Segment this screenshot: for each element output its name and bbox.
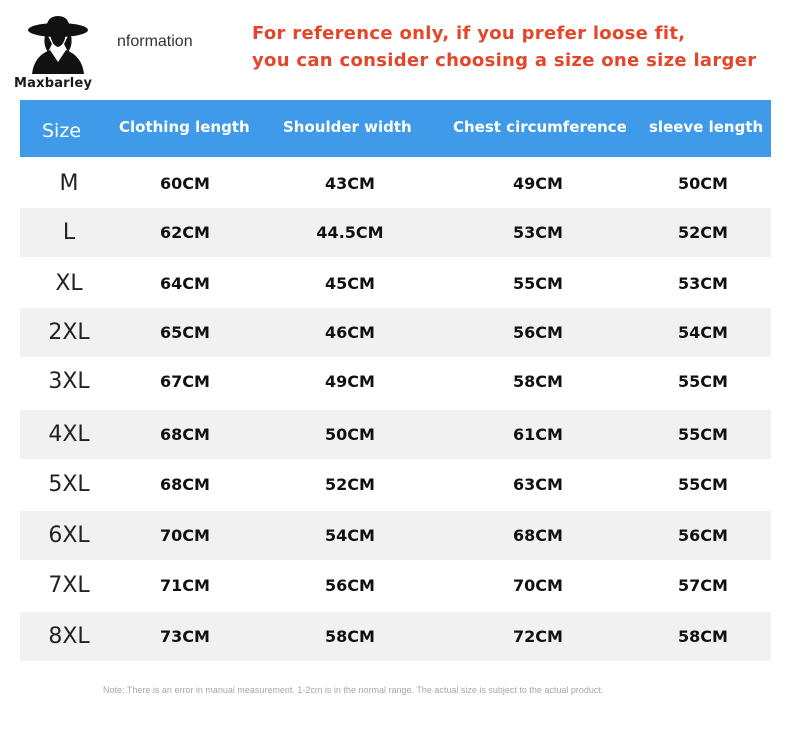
sleeve-length-cell: 55CM (678, 372, 728, 391)
sleeve-length-cell: 57CM (678, 576, 728, 595)
fit-notice (252, 20, 756, 74)
info-label: nformation (117, 33, 193, 50)
table-row (20, 410, 771, 459)
size-cell: L (62, 220, 76, 245)
chest-circumference-cell: 68CM (513, 526, 563, 545)
clothing-length-cell: 70CM (160, 526, 210, 545)
size-cell: 6XL (48, 523, 90, 548)
brand-name: Maxbarley (14, 76, 93, 91)
shoulder-width-cell: 43CM (325, 174, 375, 193)
clothing-length-cell: 73CM (160, 627, 210, 646)
table-row (20, 561, 771, 610)
measurement-note: Note: There is an error in manual measurement. 1-2cm is in the normal range. The actual size is subject to the actual product. (103, 685, 604, 695)
clothing-length-cell: 60CM (160, 174, 210, 193)
shoulder-width-cell: 58CM (325, 627, 375, 646)
size-cell: 4XL (48, 422, 90, 447)
chest-circumference-cell: 53CM (513, 223, 563, 242)
table-row (20, 159, 771, 208)
clothing-length-cell: 65CM (160, 323, 210, 342)
shoulder-width-cell: 45CM (325, 274, 375, 293)
chest-circumference-cell: 56CM (513, 323, 563, 342)
header-shoulder-width: Shoulder width (283, 118, 412, 136)
shoulder-width-cell: 54CM (325, 526, 375, 545)
header-clothing-length: Clothing length (119, 118, 250, 136)
chest-circumference-cell: 55CM (513, 274, 563, 293)
size-cell: 5XL (48, 472, 90, 497)
clothing-length-cell: 64CM (160, 274, 210, 293)
table-row (20, 208, 771, 257)
size-cell: 2XL (48, 320, 90, 345)
size-cell: 7XL (48, 573, 90, 598)
clothing-length-cell: 68CM (160, 425, 210, 444)
sleeve-length-cell: 56CM (678, 526, 728, 545)
chest-circumference-cell: 72CM (513, 627, 563, 646)
clothing-length-cell: 68CM (160, 475, 210, 494)
sleeve-length-cell: 58CM (678, 627, 728, 646)
chest-circumference-cell: 61CM (513, 425, 563, 444)
fit-notice-line1: For reference only, if you prefer loose fit, (252, 23, 686, 44)
shoulder-width-cell: 50CM (325, 425, 375, 444)
size-cell: XL (55, 271, 83, 296)
shoulder-width-cell: 46CM (325, 323, 375, 342)
size-cell: M (59, 171, 79, 196)
shoulder-width-cell: 44.5CM (316, 223, 384, 242)
clothing-length-cell: 71CM (160, 576, 210, 595)
table-row (20, 460, 771, 509)
sleeve-length-cell: 50CM (678, 174, 728, 193)
sleeve-length-cell: 52CM (678, 223, 728, 242)
shoulder-width-cell: 56CM (325, 576, 375, 595)
table-row (20, 259, 771, 308)
clothing-length-cell: 62CM (160, 223, 210, 242)
header-chest-circumference: Chest circumference (453, 118, 627, 136)
fit-notice-line2: you can consider choosing a size one size larger (252, 50, 757, 71)
sleeve-length-cell: 55CM (678, 475, 728, 494)
table-row (20, 357, 771, 406)
clothing-length-cell: 67CM (160, 372, 210, 391)
woman-with-hat-logo (26, 14, 90, 74)
chest-circumference-cell: 63CM (513, 475, 563, 494)
chest-circumference-cell: 49CM (513, 174, 563, 193)
shoulder-width-cell: 49CM (325, 372, 375, 391)
sleeve-length-cell: 53CM (678, 274, 728, 293)
header-size: Size (42, 120, 82, 142)
chest-circumference-cell: 58CM (513, 372, 563, 391)
size-cell: 8XL (48, 624, 90, 649)
table-header (20, 100, 771, 157)
chest-circumference-cell: 70CM (513, 576, 563, 595)
brand-logo (0, 0, 118, 100)
table-row (20, 308, 771, 357)
sleeve-length-cell: 54CM (678, 323, 728, 342)
table-row (20, 511, 771, 560)
table-row (20, 612, 771, 661)
sleeve-length-cell: 55CM (678, 425, 728, 444)
header-sleeve-length: sleeve length (649, 118, 764, 136)
size-cell: 3XL (48, 369, 90, 394)
shoulder-width-cell: 52CM (325, 475, 375, 494)
